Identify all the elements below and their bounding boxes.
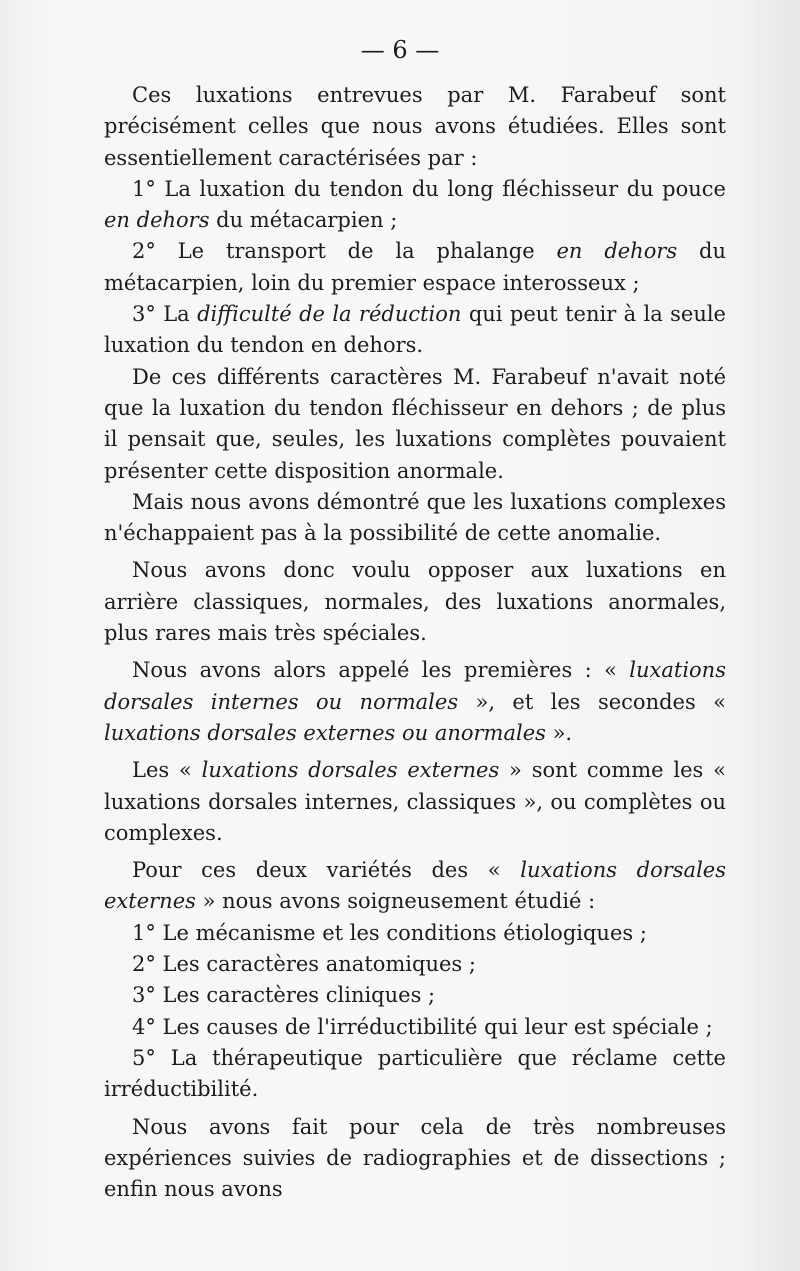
text-run: » nous avons soigneusement étudié : [195, 889, 596, 914]
list-item [104, 949, 726, 980]
text-run: De ces différents caractères M. Farabeuf n'avait noté que la luxation du tendon fléchisseur en dehors ; de plus il pensait que, seules, les luxations complètes pouvaient présenter cette disposition anormale. [104, 364, 726, 483]
text-run: », et les secondes « [458, 689, 726, 714]
italic-text: luxations dorsales externes ou anormales [104, 720, 546, 745]
italic-text: difficulté de la réduction [197, 302, 462, 327]
paragraph [104, 80, 726, 174]
text-run: Nous avons alors appelé les premières : « [132, 658, 630, 683]
paragraph [104, 755, 726, 849]
list-item [104, 918, 726, 949]
text-run: Pour ces deux variétés des « [132, 858, 521, 883]
text-run: Nous avons donc voulu opposer aux luxations en arrière classiques, normales, des luxations anormales, plus rares mais très spéciales. [104, 558, 726, 646]
text-run: Nous avons fait pour cela de très nombreuses expériences suivies de radiographies et de dissections ; enfin nous avons [104, 1114, 726, 1202]
italic-text: en dehors [104, 208, 210, 233]
text-run: qui peut tenir à la seule luxation du tendon en dehors. [104, 302, 726, 358]
list-item [104, 1012, 726, 1043]
text-run: 1° La luxation du tendon du long fléchisseur du pouce [132, 176, 726, 201]
text-run: du métacarpien, loin du premier espace interosseux ; [104, 239, 727, 295]
paragraph [104, 487, 726, 550]
list-item [104, 1043, 726, 1106]
paragraph [104, 855, 726, 918]
text-run: » sont comme les « luxations dorsales internes, classiques », ou complètes ou complexes. [104, 758, 726, 845]
list-item [104, 236, 726, 299]
text-run: 4° Les causes de l'irréductibilité qui leur est spéciale ; [132, 1014, 713, 1039]
text-run: 2° Le transport de la phalange [132, 239, 557, 264]
body-text [104, 80, 726, 1205]
text-run: du métacarpien ; [209, 208, 398, 233]
text-run: Ces luxations entrevues par M. Farabeuf sont précisément celles que nous avons étudiées. Elles sont essentiellement caractérisées par : [104, 83, 726, 170]
page-number: — 6 — [360, 36, 440, 64]
paragraph [104, 555, 726, 649]
text-run: 1° Le mécanisme et les conditions étiologiques ; [132, 920, 647, 945]
list-item [104, 299, 726, 362]
paragraph [104, 655, 726, 749]
text-run: Mais nous avons démontré que les luxations complexes n'échappaient pas à la possibilité de cette anomalie. [104, 489, 726, 546]
text-run: Les « [132, 758, 202, 783]
list-item [104, 174, 726, 237]
text-run: 5° La thérapeutique particulière que réclame cette irréductibilité. [104, 1045, 726, 1102]
text-run: 2° Les caractères anatomiques ; [132, 952, 476, 977]
list-item [104, 980, 726, 1011]
italic-text: luxations dorsales externes [104, 858, 726, 914]
italic-text: en dehors [556, 239, 678, 264]
italic-text: luxations dorsales externes [201, 758, 500, 783]
paragraph [104, 362, 726, 487]
text-run: 3° Les caractères cliniques ; [132, 983, 436, 1008]
paragraph [104, 1112, 726, 1206]
italic-text: luxations dorsales internes ou normales [104, 658, 726, 714]
text-run: ». [545, 720, 573, 745]
text-run: 3° La [132, 302, 198, 327]
